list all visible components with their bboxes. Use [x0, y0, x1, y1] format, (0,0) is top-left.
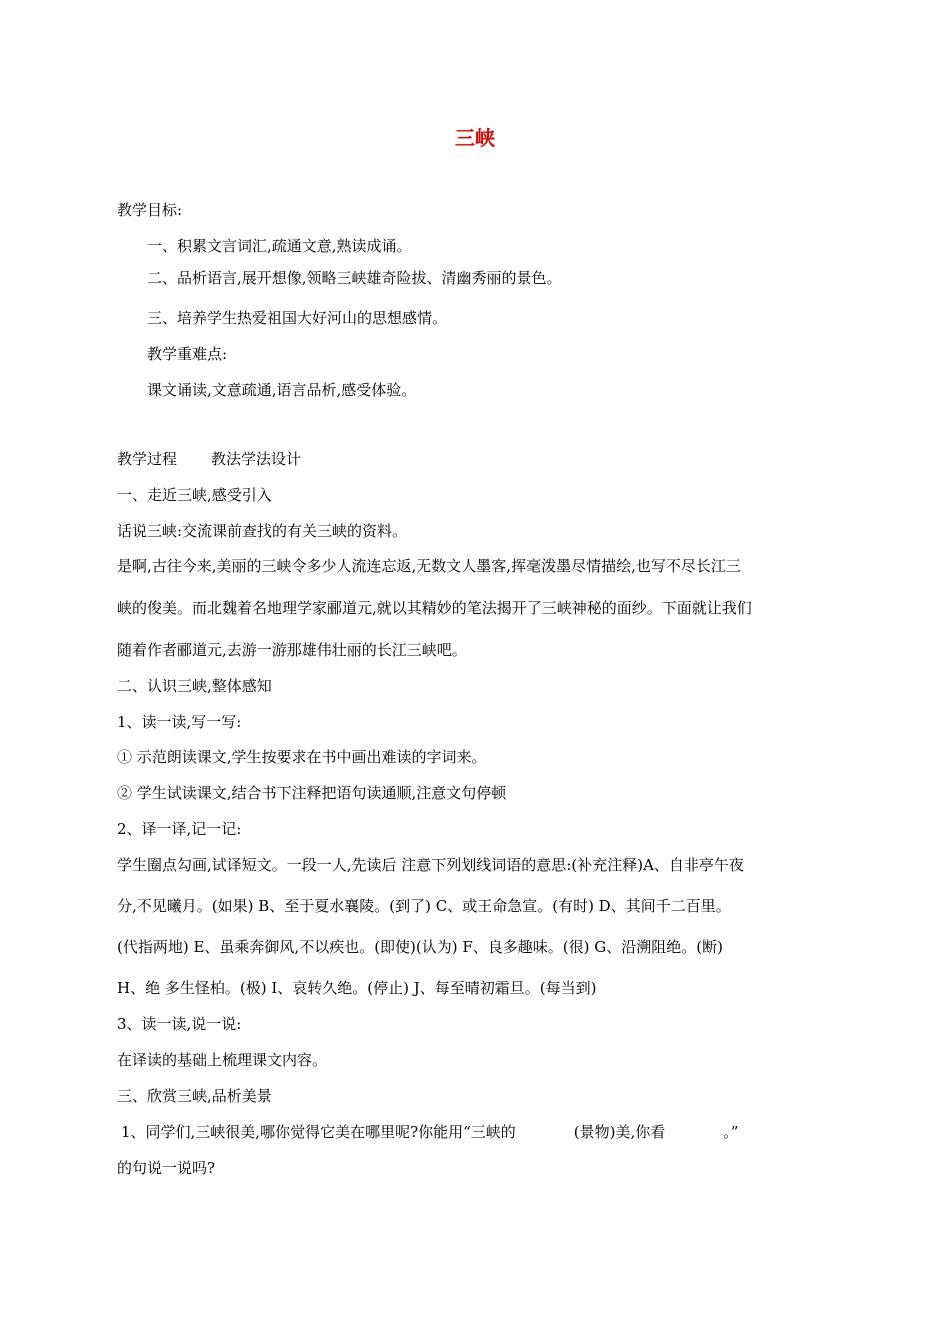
body-text: (代指两地) E、虽乘奔御风,不以疾也。(即使)(认为) F、良多趣味。(很) G、沿溯阻绝。(断): [117, 938, 723, 956]
objective-item: 三、培养学生热爱祖国大好河山的思想感情。: [147, 309, 448, 327]
section-heading: 二、认识三峡,整体感知: [117, 677, 272, 695]
objective-item: 二、品析语言,展开想像,领略三峡雄奇险拔、清幽秀丽的景色。: [147, 269, 562, 287]
body-text: 分,不见曦月。(如果) B、至于夏水襄陵。(到了) C、或王命急宣。(有时) D、其间千二百里。: [117, 897, 731, 915]
process-heading: [117, 449, 301, 469]
step-item: ① 示范朗读课文,学生按要求在书中画出难读的字词来。: [117, 748, 487, 766]
body-text: 峡的俊美。而北魏着名地理学家郦道元,就以其精妙的笔法揭开了三峡神秘的面纱。下面就让我们: [117, 599, 752, 617]
step-heading: 1、读一读,写一写:: [117, 713, 242, 731]
key-points-heading: 教学重难点:: [147, 345, 228, 363]
page-title: 三峡: [455, 126, 495, 150]
step-heading: 2、译一译,记一记:: [117, 820, 242, 838]
step-item: ② 学生试读课文,结合书下注释把语句读通顺,注意文句停顿: [117, 784, 507, 802]
body-text: 是啊,古往今来,美丽的三峡令多少人流连忘返,无数文人墨客,挥毫泼墨尽情描绘,也写不尽长江三: [117, 557, 741, 575]
body-text: 话说三峡:交流课前查找的有关三峡的资料。: [117, 522, 408, 540]
process-heading-left: 教学过程: [117, 450, 178, 468]
question-part: 。”: [723, 1123, 739, 1141]
body-text: 学生圈点勾画,试译短文。一段一人,先读后 注意下列划线词语的意思:(补充注释)A、自非亭午夜: [117, 856, 744, 874]
step-heading: 3、读一读,说一说:: [117, 1015, 242, 1033]
objectives-heading: 教学目标:: [117, 201, 183, 219]
body-text: H、绝 多生怪柏。(极) I、哀转久绝。(停止) J、每至晴初霜旦。(每当到): [117, 979, 597, 997]
section-heading: 一、走近三峡,感受引入: [117, 486, 272, 504]
body-text: 在译读的基础上梳理课文内容。: [117, 1051, 328, 1069]
section-heading: 三、欣赏三峡,品析美景: [117, 1087, 272, 1105]
key-points-text: 课文诵读,文意疏通,语言品析,感受体验。: [147, 381, 417, 399]
question-line: [121, 1122, 738, 1142]
question-part: 1、同学们,三峡很美,哪你觉得它美在哪里呢?你能用“三峡的: [121, 1123, 516, 1141]
body-text: 随着作者郦道元,去游一游那雄伟壮丽的长江三峡吧。: [117, 641, 467, 659]
question-part: (景物)美,你看: [573, 1123, 666, 1141]
process-heading-right: 教法学法设计: [211, 450, 302, 468]
objective-item: 一、积累文言词汇,疏通文意,熟读成诵。: [147, 237, 412, 255]
body-text: 的句说一说吗?: [117, 1159, 216, 1177]
